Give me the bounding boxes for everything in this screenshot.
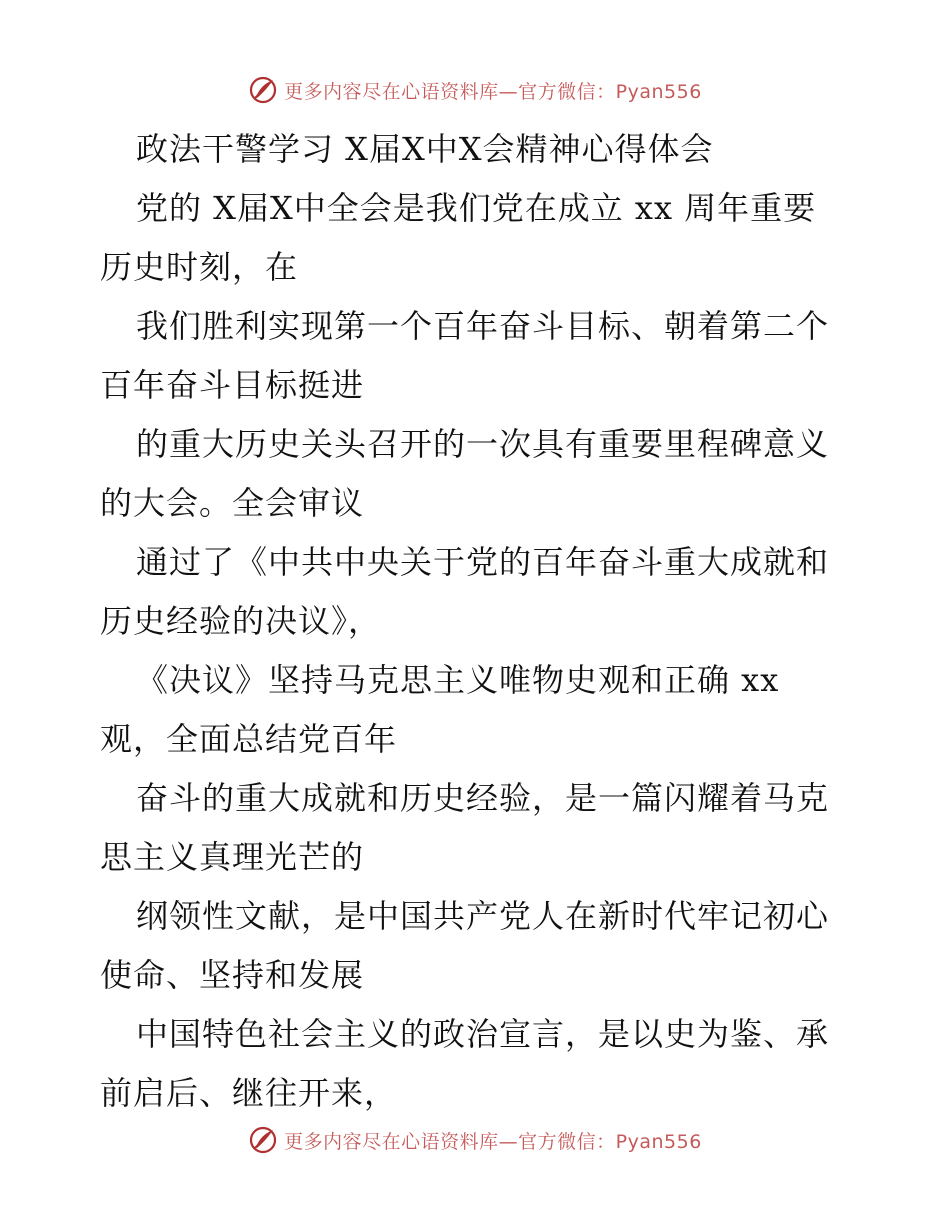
feather-pen-logo-icon xyxy=(248,75,278,105)
paragraph-line: 党的 X届X中全会是我们党在成立 xx 周年重要 xyxy=(136,189,817,227)
document-body xyxy=(100,120,852,1123)
paragraph-line: 我们胜利实现第一个百年奋斗目标、朝着第二个 xyxy=(136,307,830,345)
paragraph-line: 的重大历史关头召开的一次具有重要里程碑意义 xyxy=(136,425,830,463)
paragraph-line: 历史时刻，在 xyxy=(100,248,299,286)
paragraph-line: 前启后、继往开来， xyxy=(100,1074,398,1112)
paragraph-line: 百年奋斗目标挺进 xyxy=(100,366,365,404)
header-banner-text: 更多内容尽在心语资料库—官方微信：Pyan556 xyxy=(284,80,702,103)
paragraph-line: 通过了《中共中央关于党的百年奋斗重大成就和 xyxy=(136,543,830,581)
paragraph-line: 奋斗的重大成就和历史经验，是一篇闪耀着马克 xyxy=(136,779,830,817)
paragraph-line: 的大会。全会审议 xyxy=(100,484,365,522)
footer-banner xyxy=(0,1120,950,1160)
header-banner xyxy=(0,70,950,110)
document-title: 政法干警学习 X届X中X会精神心得体会 xyxy=(136,130,714,168)
paragraph-line: 《决议》坚持马克思主义唯物史观和正确 xx xyxy=(136,661,780,699)
footer-banner-text: 更多内容尽在心语资料库—官方微信：Pyan556 xyxy=(284,1130,702,1153)
feather-pen-logo-icon xyxy=(248,1125,278,1155)
paragraph-line: 历史经验的决议》， xyxy=(100,602,382,640)
paragraph-line: 观，全面总结党百年 xyxy=(100,720,398,758)
paragraph-line: 使命、坚持和发展 xyxy=(100,956,365,994)
paragraph-line: 中国特色社会主义的政治宣言，是以史为鉴、承 xyxy=(136,1015,830,1053)
paragraph-line: 纲领性文献，是中国共产党人在新时代牢记初心 xyxy=(136,897,830,935)
paragraph-line: 思主义真理光芒的 xyxy=(100,838,365,876)
